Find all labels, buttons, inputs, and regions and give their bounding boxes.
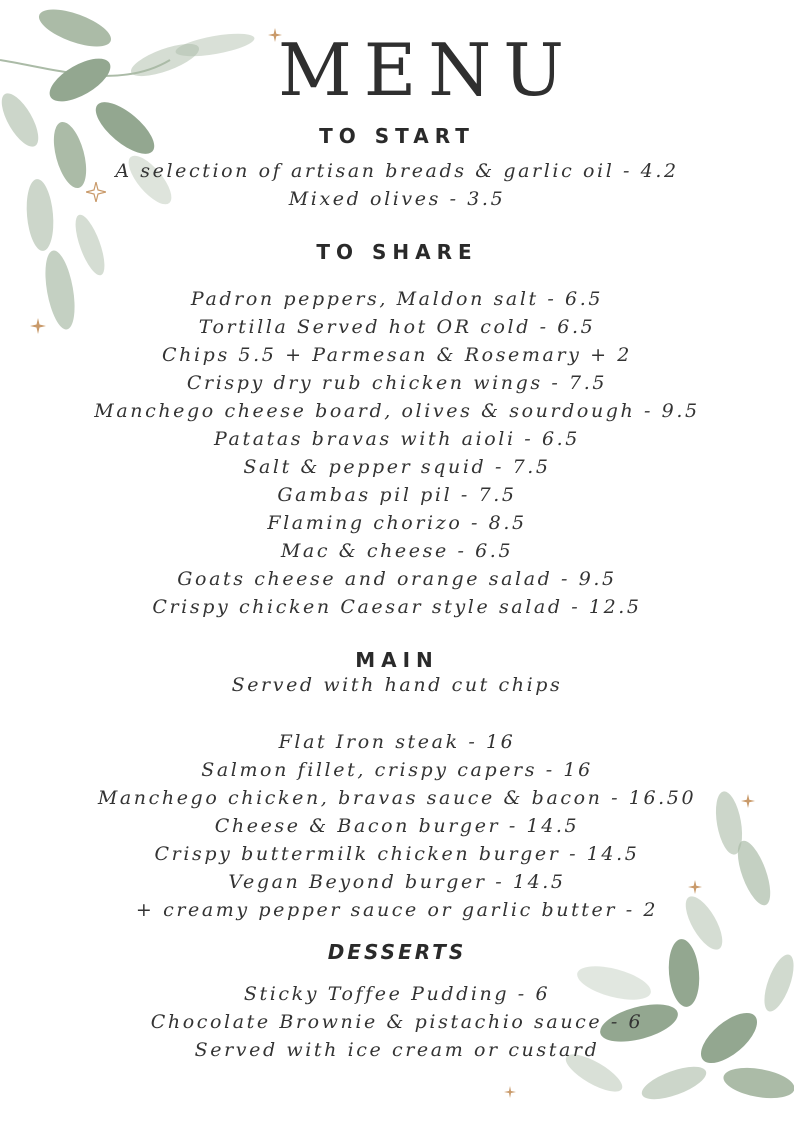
menu-item: Manchego chicken, bravas sauce & bacon - 16.50 [97,787,697,809]
menu-item: Served with ice cream or custard [194,1039,600,1061]
menu-item: Padron peppers, Maldon salt - 6.5 [190,288,604,310]
menu-item: Vegan Beyond burger - 14.5 [228,871,566,893]
main-list [0,728,794,924]
menu-item: Cheese & Bacon burger - 14.5 [214,815,580,837]
menu-item: Sticky Toffee Pudding - 6 [243,983,551,1005]
menu-item: Crispy chicken Caesar style salad - 12.5 [152,596,642,618]
menu-item: Chocolate Brownie & pistachio sauce - 6 [150,1011,644,1033]
section-heading-desserts: DESSERTS [327,940,467,964]
menu-item: Crispy buttermilk chicken burger - 14.5 [154,843,640,865]
menu-item: + creamy pepper sauce or garlic butter - 2 [135,899,659,921]
menu-item: Tortilla Served hot OR cold - 6.5 [198,316,596,338]
section-heading-to-share: TO SHARE [316,240,478,264]
menu-item: Salmon fillet, crispy capers - 16 [201,759,593,781]
menu-item: Salt & pepper squid - 7.5 [243,456,551,478]
sparkle-icon [504,1086,516,1098]
menu-item: Crispy dry rub chicken wings - 7.5 [186,372,608,394]
section-heading-main: MAIN [355,648,439,672]
menu-item: Gambas pil pil - 7.5 [277,484,517,506]
menu-item: Flaming chorizo - 8.5 [267,512,527,534]
menu-item: Goats cheese and orange salad - 9.5 [177,568,617,590]
menu-item: Manchego cheese board, olives & sourdough - 9.5 [94,400,700,422]
desserts-list [0,980,794,1064]
menu-item: Mac & cheese - 6.5 [280,540,514,562]
menu-item: Chips 5.5 + Parmesan & Rosemary + 2 [162,344,632,366]
menu-item: Mixed olives - 3.5 [288,188,506,210]
menu-item: Flat Iron steak - 16 [278,731,516,753]
menu-item: Patatas bravas with aioli - 6.5 [214,428,580,450]
to-start-list [0,157,794,213]
section-heading-to-start: TO START [319,124,475,148]
main-subtitle: Served with hand cut chips [231,674,563,696]
to-share-list [0,285,794,621]
menu-item: A selection of artisan breads & garlic oil - 4.2 [115,160,679,182]
menu-title: MENU [278,28,576,112]
